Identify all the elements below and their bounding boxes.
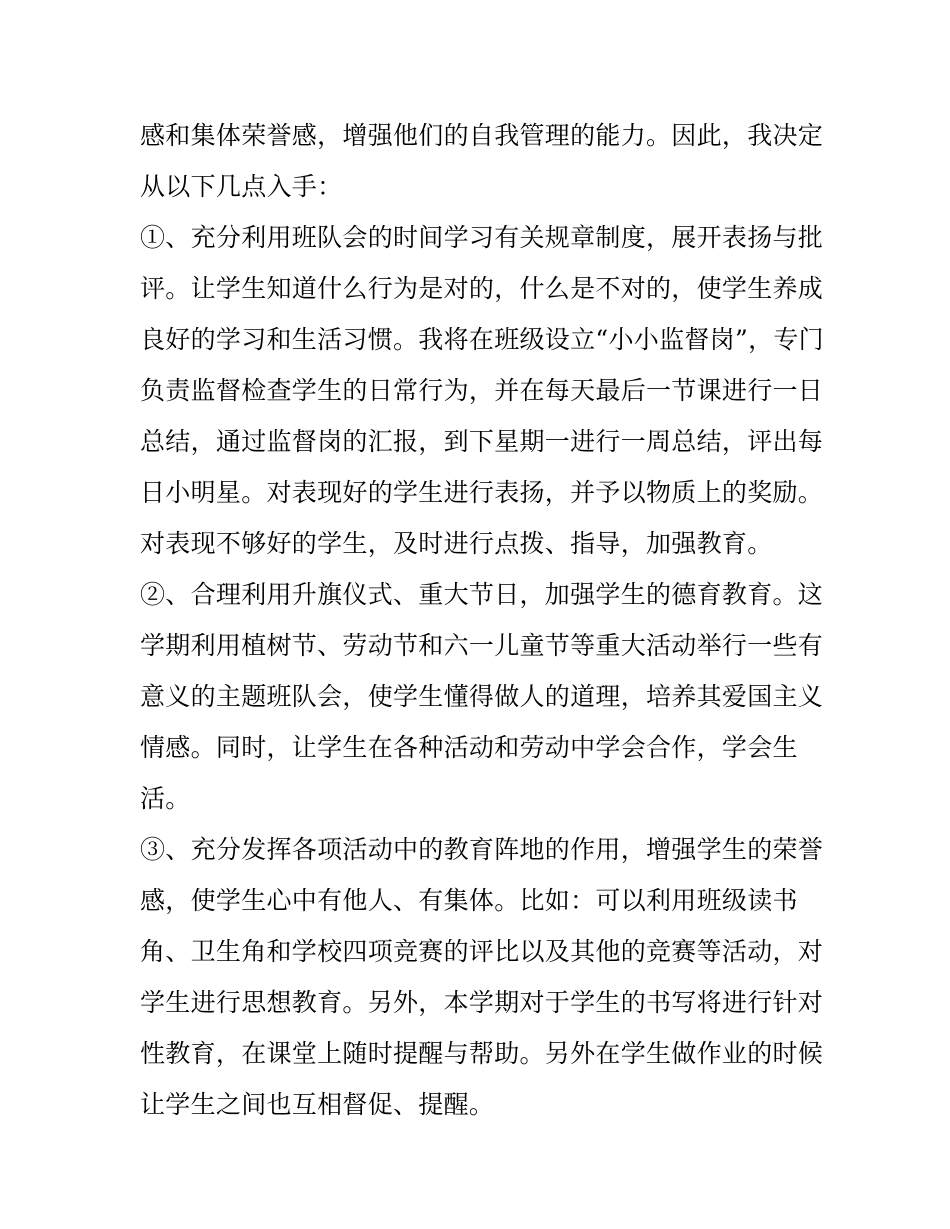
text-line: 情感。同时，让学生在各种活动和劳动中学会合作，学会生 xyxy=(140,733,798,762)
text-line: 总结，通过监督岗的汇报，到下星期一进行一周总结，评出每 xyxy=(140,427,824,456)
text-line: 学生进行思想教育。另外，本学期对于学生的书写将进行针对 xyxy=(140,988,824,1017)
text-line: ③、充分发挥各项活动中的教育阵地的作用，增强学生的荣誉 xyxy=(140,835,824,864)
text-line: ②、合理利用升旗仪式、重大节日，加强学生的德育教育。这 xyxy=(140,580,824,609)
text-line: 意义的主题班队会，使学生懂得做人的道理，培养其爱国主义 xyxy=(140,682,824,711)
text-line: 感和集体荣誉感，增强他们的自我管理的能力。因此，我决定 xyxy=(140,121,824,150)
text-line: 评。让学生知道什么行为是对的，什么是不对的，使学生养成 xyxy=(140,274,824,303)
text-line: 良好的学习和生活习惯。我将在班级设立“小小监督岗”，专门 xyxy=(140,325,824,354)
text-line: 对表现不够好的学生，及时进行点拨、指导，加强教育。 xyxy=(140,529,773,558)
text-line: 负责监督检查学生的日常行为，并在每天最后一节课进行一日 xyxy=(140,376,824,405)
text-line: ①、充分利用班队会的时间学习有关规章制度，展开表扬与批 xyxy=(140,223,824,252)
text-line: 学期利用植树节、劳动节和六一儿童节等重大活动举行一些有 xyxy=(140,631,824,660)
text-line: 从以下几点入手： xyxy=(140,172,343,201)
text-line: 日小明星。对表现好的学生进行表扬，并予以物质上的奖励。 xyxy=(140,478,824,507)
body-text xyxy=(140,110,824,1130)
text-line: 性教育，在课堂上随时提醒与帮助。另外在学生做作业的时候 xyxy=(140,1039,824,1068)
text-line: 活。 xyxy=(140,784,191,813)
text-line: 感，使学生心中有他人、有集体。比如：可以利用班级读书 xyxy=(140,886,798,915)
text-line: 让学生之间也互相督促、提醒。 xyxy=(140,1090,495,1119)
text-line: 角、卫生角和学校四项竞赛的评比以及其他的竞赛等活动，对 xyxy=(140,937,824,966)
